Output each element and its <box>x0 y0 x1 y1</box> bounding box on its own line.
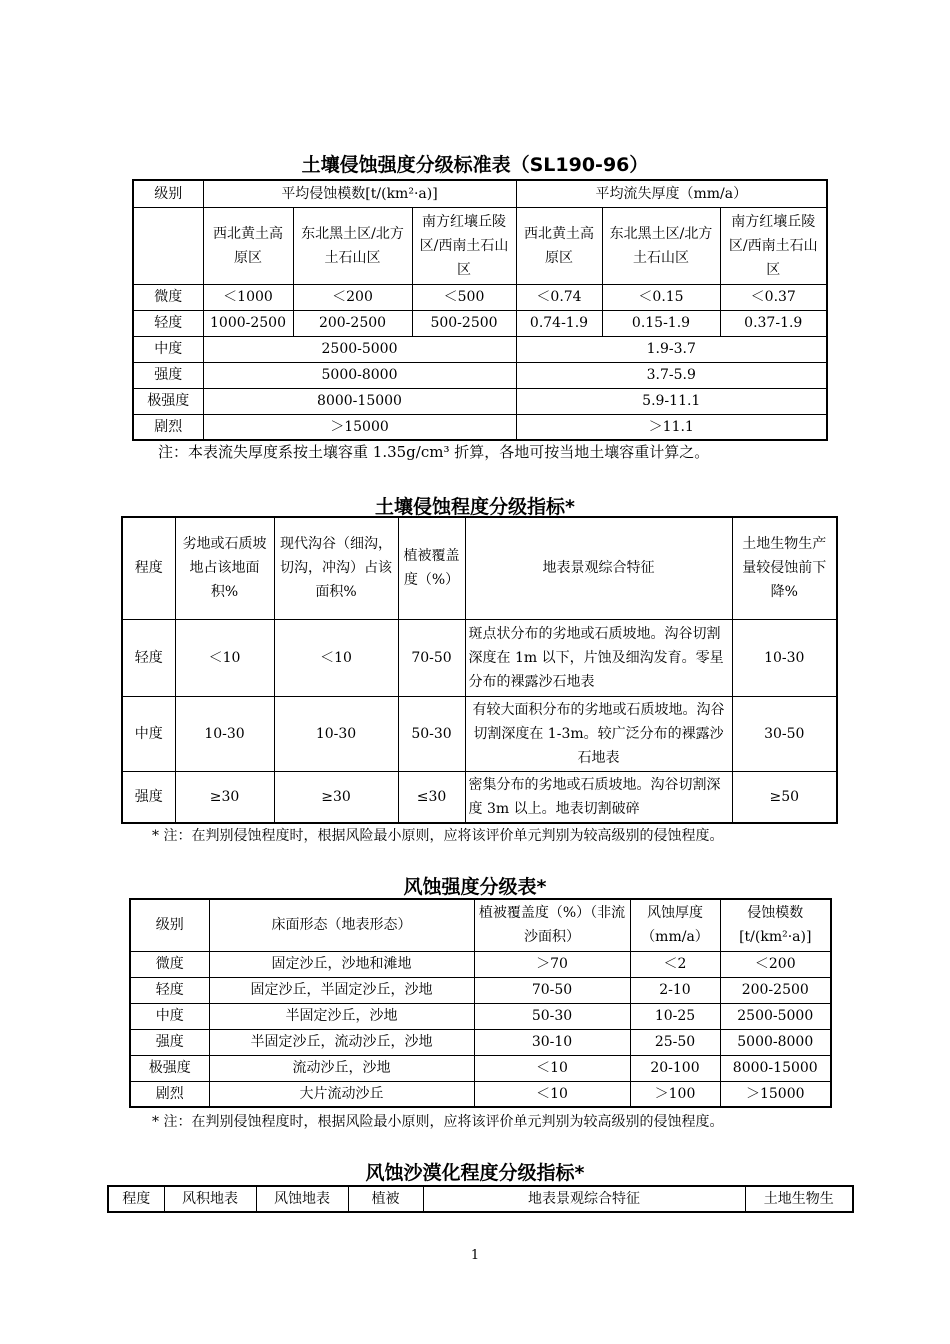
table4-title: 风蚀沙漠化程度分级指标* <box>365 1162 585 1184</box>
cell: 50-30 <box>474 1003 630 1029</box>
cell: ＜2 <box>630 951 720 977</box>
header-cell: 植被 <box>348 1186 423 1212</box>
cell: 70-50 <box>474 977 630 1003</box>
cell: ＜10 <box>474 1055 630 1081</box>
cell: ＜1000 <box>203 284 293 310</box>
cell: 8000-15000 <box>720 1055 831 1081</box>
cell: 强度 <box>130 1029 209 1055</box>
header-cell: 土地生物生产量较侵蚀前下降% <box>732 517 837 619</box>
soil-erosion-intensity-table <box>132 179 828 441</box>
table-row <box>130 977 831 1003</box>
cell: 30-10 <box>474 1029 630 1055</box>
table-row <box>133 284 827 310</box>
table1-note: 注：本表流失厚度系按土壤容重 1.35g/cm³ 折算，各地可按当地土壤容重计算之。 <box>158 443 710 461</box>
table-row <box>133 388 827 414</box>
cell: ＜0.15 <box>602 284 720 310</box>
cell: 10-30 <box>732 619 837 696</box>
cell: 半固定沙丘，流动沙丘，沙地 <box>209 1029 474 1055</box>
cell: 中度 <box>130 1003 209 1029</box>
cell: 有较大面积分布的劣地或石质坡地。沟谷切割深度在 1-3m。较广泛分布的裸露沙石地表 <box>465 696 732 771</box>
header-cell: 现代沟谷（细沟，切沟，冲沟）占该面积% <box>274 517 398 619</box>
cell: 固定沙丘，沙地和滩地 <box>209 951 474 977</box>
header-cell: 级别 <box>130 899 209 951</box>
header-cell: 植被覆盖度（%）（非流沙面积） <box>474 899 630 951</box>
table-row <box>122 771 837 823</box>
table-row <box>133 336 827 362</box>
cell: 10-30 <box>175 696 274 771</box>
cell: ＞11.1 <box>516 414 827 440</box>
cell: ≤30 <box>398 771 465 823</box>
cell: 2-10 <box>630 977 720 1003</box>
cell: 10-30 <box>274 696 398 771</box>
header-level: 级别 <box>133 180 203 207</box>
cell: 3.7-5.9 <box>516 362 827 388</box>
table-row <box>130 1055 831 1081</box>
cell: 0.37-1.9 <box>720 310 827 336</box>
table2-note: * 注：在判别侵蚀程度时，根据风险最小原则，应将该评价单元判别为较高级别的侵蚀程度。 <box>152 828 724 844</box>
cell: 剧烈 <box>130 1081 209 1107</box>
cell: 大片流动沙丘 <box>209 1081 474 1107</box>
cell: ＜200 <box>720 951 831 977</box>
cell: 强度 <box>122 771 175 823</box>
cell: ≥30 <box>175 771 274 823</box>
cell: 固定沙丘，半固定沙丘，沙地 <box>209 977 474 1003</box>
table-row <box>133 362 827 388</box>
header-cell: 风蚀地表 <box>256 1186 348 1212</box>
cell: 流动沙丘，沙地 <box>209 1055 474 1081</box>
row-level: 轻度 <box>133 310 203 336</box>
cell: 半固定沙丘，沙地 <box>209 1003 474 1029</box>
header-cell: 劣地或石质坡地占该地面积% <box>175 517 274 619</box>
table-row <box>133 310 827 336</box>
wind-desertification-table <box>107 1185 854 1213</box>
region-header: 西北黄土高原区 <box>516 207 602 284</box>
cell: 25-50 <box>630 1029 720 1055</box>
header-cell: 侵蚀模数[t/(km²·a)] <box>720 899 831 951</box>
header-cell: 地表景观综合特征 <box>423 1186 745 1212</box>
table-row <box>130 1029 831 1055</box>
cell: 500-2500 <box>412 310 516 336</box>
cell: ＞70 <box>474 951 630 977</box>
cell: 密集分布的劣地或石质坡地。沟谷切割深度 3m 以上。地表切割破碎 <box>465 771 732 823</box>
header-empty <box>133 207 203 284</box>
cell: ＜0.37 <box>720 284 827 310</box>
region-header: 东北黑土区/北方土石山区 <box>602 207 720 284</box>
region-header: 东北黑土区/北方土石山区 <box>293 207 412 284</box>
table1-title: 土壤侵蚀强度分级标准表（SL190-96） <box>301 154 649 176</box>
row-level: 极强度 <box>133 388 203 414</box>
table2-title: 土壤侵蚀程度分级指标* <box>375 496 575 518</box>
table-row <box>130 1003 831 1029</box>
header-cell: 程度 <box>108 1186 164 1212</box>
cell: 斑点状分布的劣地或石质坡地。沟谷切割深度在 1m 以下，片蚀及细沟发育。零星分布的裸露沙石地表 <box>465 619 732 696</box>
cell: ＞15000 <box>203 414 516 440</box>
cell: 70-50 <box>398 619 465 696</box>
cell: ＜200 <box>293 284 412 310</box>
cell: 50-30 <box>398 696 465 771</box>
cell: ＜10 <box>274 619 398 696</box>
header-cell: 程度 <box>122 517 175 619</box>
cell: 5.9-11.1 <box>516 388 827 414</box>
cell: ≥30 <box>274 771 398 823</box>
header-cell: 风蚀厚度（mm/a） <box>630 899 720 951</box>
region-header: 西北黄土高原区 <box>203 207 293 284</box>
row-level: 强度 <box>133 362 203 388</box>
cell: 中度 <box>122 696 175 771</box>
row-level: 中度 <box>133 336 203 362</box>
cell: ＜500 <box>412 284 516 310</box>
table-row <box>122 619 837 696</box>
cell: 轻度 <box>130 977 209 1003</box>
row-level: 剧烈 <box>133 414 203 440</box>
cell: 轻度 <box>122 619 175 696</box>
cell: 10-25 <box>630 1003 720 1029</box>
cell: 20-100 <box>630 1055 720 1081</box>
cell: 0.74-1.9 <box>516 310 602 336</box>
cell: ＜0.74 <box>516 284 602 310</box>
table-row <box>133 414 827 440</box>
cell: ＜10 <box>474 1081 630 1107</box>
cell: 0.15-1.9 <box>602 310 720 336</box>
header-cell: 植被覆盖度（%） <box>398 517 465 619</box>
soil-erosion-degree-table <box>121 516 838 824</box>
table-row <box>130 1081 831 1107</box>
cell: 1.9-3.7 <box>516 336 827 362</box>
header-depth: 平均流失厚度（mm/a） <box>516 180 827 207</box>
cell: 2500-5000 <box>203 336 516 362</box>
region-header: 南方红壤丘陵区/西南土石山区 <box>412 207 516 284</box>
table3-note: * 注：在判别侵蚀程度时，根据风险最小原则，应将该评价单元判别为较高级别的侵蚀程度。 <box>152 1114 724 1130</box>
header-cell: 土地生物生 <box>745 1186 853 1212</box>
cell: ＞15000 <box>720 1081 831 1107</box>
cell: ＞100 <box>630 1081 720 1107</box>
region-header: 南方红壤丘陵区/西南土石山区 <box>720 207 827 284</box>
cell: 微度 <box>130 951 209 977</box>
header-modulus: 平均侵蚀模数[t/(km²·a)] <box>203 180 516 207</box>
cell: 1000-2500 <box>203 310 293 336</box>
wind-erosion-intensity-table <box>129 898 832 1108</box>
cell: ＜10 <box>175 619 274 696</box>
table-row <box>122 696 837 771</box>
cell: 5000-8000 <box>203 362 516 388</box>
table-row <box>130 951 831 977</box>
header-cell: 地表景观综合特征 <box>465 517 732 619</box>
cell: 2500-5000 <box>720 1003 831 1029</box>
cell: 8000-15000 <box>203 388 516 414</box>
table3-title: 风蚀强度分级表* <box>403 876 547 898</box>
cell: 30-50 <box>732 696 837 771</box>
row-level: 微度 <box>133 284 203 310</box>
cell: 200-2500 <box>720 977 831 1003</box>
cell: 极强度 <box>130 1055 209 1081</box>
cell: 200-2500 <box>293 310 412 336</box>
cell: ≥50 <box>732 771 837 823</box>
header-cell: 床面形态（地表形态） <box>209 899 474 951</box>
header-cell: 风积地表 <box>164 1186 256 1212</box>
cell: 5000-8000 <box>720 1029 831 1055</box>
page-number: 1 <box>470 1248 480 1263</box>
